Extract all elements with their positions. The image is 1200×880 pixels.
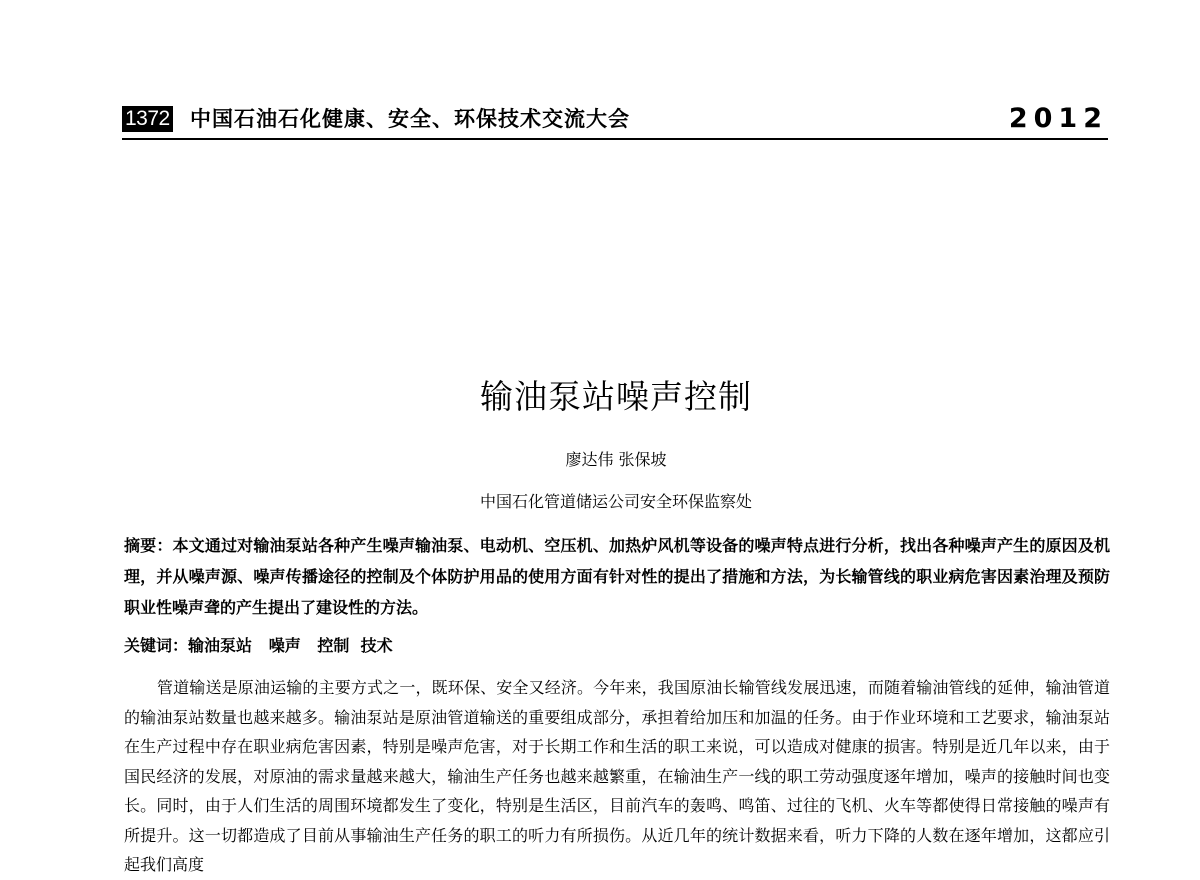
page-number: 1372 [122, 106, 173, 132]
paper-authors: 廖达伟 张保坡 [565, 450, 667, 469]
body-paragraph: 管道输送是原油运输的主要方式之一，既环保、安全又经济。今年来，我国原油长输管线发展迅速，而随着输油管线的延伸，输油管道的输油泵站数量也越来越多。输油泵站是原油管道输送的重要组成部分，承担着给加压和加温的任务。由于作业环境和工艺要求，输油泵站在生产过程中存在职业病危害因素，特别是噪声危害，对于长期工作和生活的职工来说，可以造成对健康的损害。特别是近几年以来，由于国民经济的发展，对原油的需求量越来越大，输油生产任务也越来越繁重，在输油生产一线的职工劳动强度逐年增加，噪声的接触时间也变长。同时，由于人们生活的周围环境都发生了变化，特别是生活区，目前汽车的轰鸣、鸣笛、过往的飞机、火车等都使得日常接触的噪声有所提升。这一切都造成了目前从事输油生产任务的职工的听力有所损伤。从近几年的统计数据来看，听力下降的人数在逐年增加，这都应引起我们高度 [124, 678, 1110, 874]
header-year: 2012 [1008, 103, 1108, 134]
paper-affiliation: 中国石化管道储运公司安全环保监察处 [479, 492, 752, 511]
conference-name: 中国石油石化健康、安全、环保技术交流大会 [190, 107, 630, 131]
paper-keywords: 关键词：输油泵站 噪声 控制 技术 [124, 636, 393, 655]
running-header [122, 102, 1108, 140]
paper-title: 输油泵站噪声控制 [480, 377, 752, 416]
paper-abstract: 摘要：本文通过对输油泵站各种产生噪声输油泵、电动机、空压机、加热炉风机等设备的噪声特点进行分析，找出各种噪声产生的原因及机理，并从噪声源、噪声传播途径的控制及个体防护用品的使用方面有针对性的提出了措施和方法，为长输管线的职业病危害因素治理及预防职业性噪声聋的产生提出了建设性的方法。 [124, 536, 1110, 617]
